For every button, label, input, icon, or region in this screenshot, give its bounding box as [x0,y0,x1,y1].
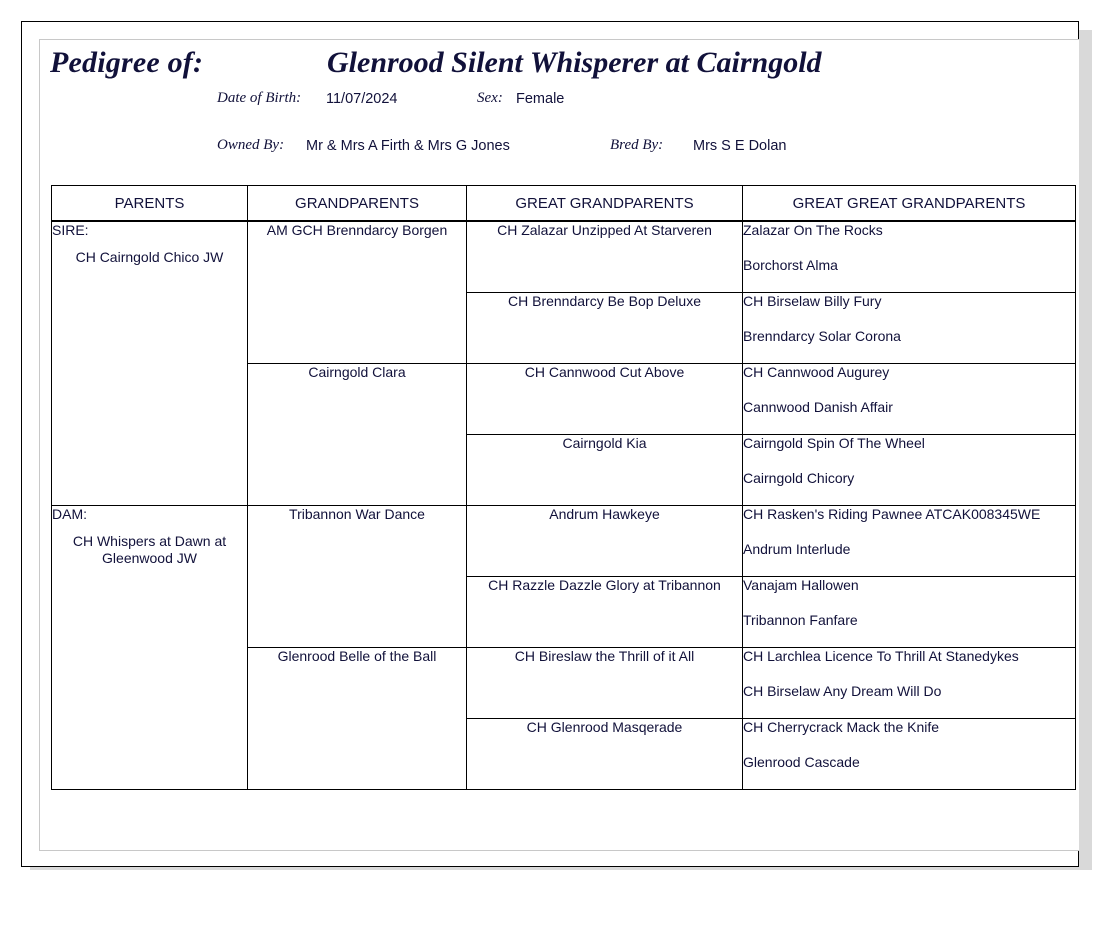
gggp-dam-name: Glenrood Cascade [743,754,860,770]
gggp-sire-name: CH Birselaw Billy Fury [743,293,882,309]
pedigree-table [51,185,1076,790]
gggp-sire-name: CH Cherrycrack Mack the Knife [743,719,940,735]
great-grandparent-name: Andrum Hawkeye [549,506,660,522]
bred-by-label: Bred By: [610,137,664,153]
great-great-grandparent-cell-5 [743,506,1076,577]
grandparent-cell-2 [248,364,467,506]
great-grandparent-name: CH Razzle Dazzle Glory at Tribannon [488,577,721,593]
great-grandparent-name: CH Zalazar Unzipped At Starveren [497,222,712,238]
grandparent-cell-4 [248,648,467,790]
pedigree-of-label: Pedigree of: [50,46,204,79]
great-great-grandparent-cell-3 [743,364,1076,435]
great-grandparent-cell-6 [467,577,743,648]
owned-by-label: Owned By: [217,137,285,153]
gggp-dam-name: Borchorst Alma [743,257,838,273]
grandparent-name: Glenrood Belle of the Ball [277,648,437,664]
great-grandparent-cell-1 [467,221,743,293]
great-grandparent-cell-4 [467,435,743,506]
great-great-grandparent-cell-6 [743,577,1076,648]
column-header-great-great-grandparents: GREAT GREAT GRANDPARENTS [743,186,1076,222]
table-row [52,221,1076,293]
great-grandparent-cell-5 [467,506,743,577]
gggp-sire-name: Zalazar On The Rocks [743,222,883,238]
great-grandparent-name: CH Brenndarcy Be Bop Deluxe [508,293,701,309]
great-grandparent-name: CH Bireslaw the Thrill of it All [514,648,695,664]
gggp-sire-name: Vanajam Hallowen [743,577,859,593]
grandparent-name: AM GCH Brenndarcy Borgen [266,222,448,238]
grandparent-name: Tribannon War Dance [289,506,425,522]
parent-cell-sire [52,221,248,506]
great-grandparent-name: Cairngold Kia [562,435,647,451]
parent-cell-dam [52,506,248,790]
sex-value: Female [516,91,565,107]
gggp-dam-name: Brenndarcy Solar Corona [743,328,901,344]
table-row [52,506,1076,577]
column-header-parents: PARENTS [52,186,248,222]
date-of-birth-label: Date of Birth: [217,90,302,106]
column-header-great-grandparents: GREAT GRANDPARENTS [467,186,743,222]
gggp-sire-name: CH Cannwood Augurey [743,364,890,380]
grandparent-name: Cairngold Clara [308,364,406,380]
great-great-grandparent-cell-8 [743,719,1076,790]
great-grandparent-name: CH Cannwood Cut Above [524,364,685,380]
document-header [48,46,1078,171]
title-row [48,46,1078,94]
great-great-grandparent-cell-4 [743,435,1076,506]
gggp-sire-name: CH Larchlea Licence To Thrill At Stanedykes [743,648,1019,664]
sex-label: Sex: [477,90,503,106]
gggp-dam-name: Cannwood Danish Affair [743,399,893,415]
great-grandparent-cell-3 [467,364,743,435]
great-grandparent-cell-8 [467,719,743,790]
table-header-row [52,186,1076,222]
gggp-dam-name: CH Birselaw Any Dream Will Do [743,683,942,699]
dam-role-label: DAM: [52,506,87,522]
great-grandparent-cell-7 [467,648,743,719]
dam-name: CH Whispers at Dawn at Gleenwood JW [72,533,227,566]
grandparent-cell-3 [248,506,467,648]
gggp-sire-name: CH Rasken's Riding Pawnee ATCAK008345WE [743,506,1041,522]
gggp-dam-name: Andrum Interlude [743,541,851,557]
grandparent-cell-1 [248,221,467,364]
date-of-birth-value: 11/07/2024 [326,91,398,107]
column-header-grandparents: GRANDPARENTS [248,186,467,222]
subject-dog-name: Glenrood Silent Whisperer at Cairngold [327,46,822,79]
gggp-sire-name: Cairngold Spin Of The Wheel [743,435,925,451]
great-grandparent-cell-2 [467,293,743,364]
sire-name: CH Cairngold Chico JW [75,249,224,265]
great-grandparent-name: CH Glenrood Masqerade [526,719,683,735]
sire-role-label: SIRE: [52,222,89,238]
great-great-grandparent-cell-1 [743,221,1076,293]
owned-by-value: Mr & Mrs A Firth & Mrs G Jones [306,138,510,154]
great-great-grandparent-cell-7 [743,648,1076,719]
bred-by-value: Mrs S E Dolan [693,138,787,154]
gggp-dam-name: Tribannon Fanfare [743,612,858,628]
gggp-dam-name: Cairngold Chicory [743,470,855,486]
great-great-grandparent-cell-2 [743,293,1076,364]
